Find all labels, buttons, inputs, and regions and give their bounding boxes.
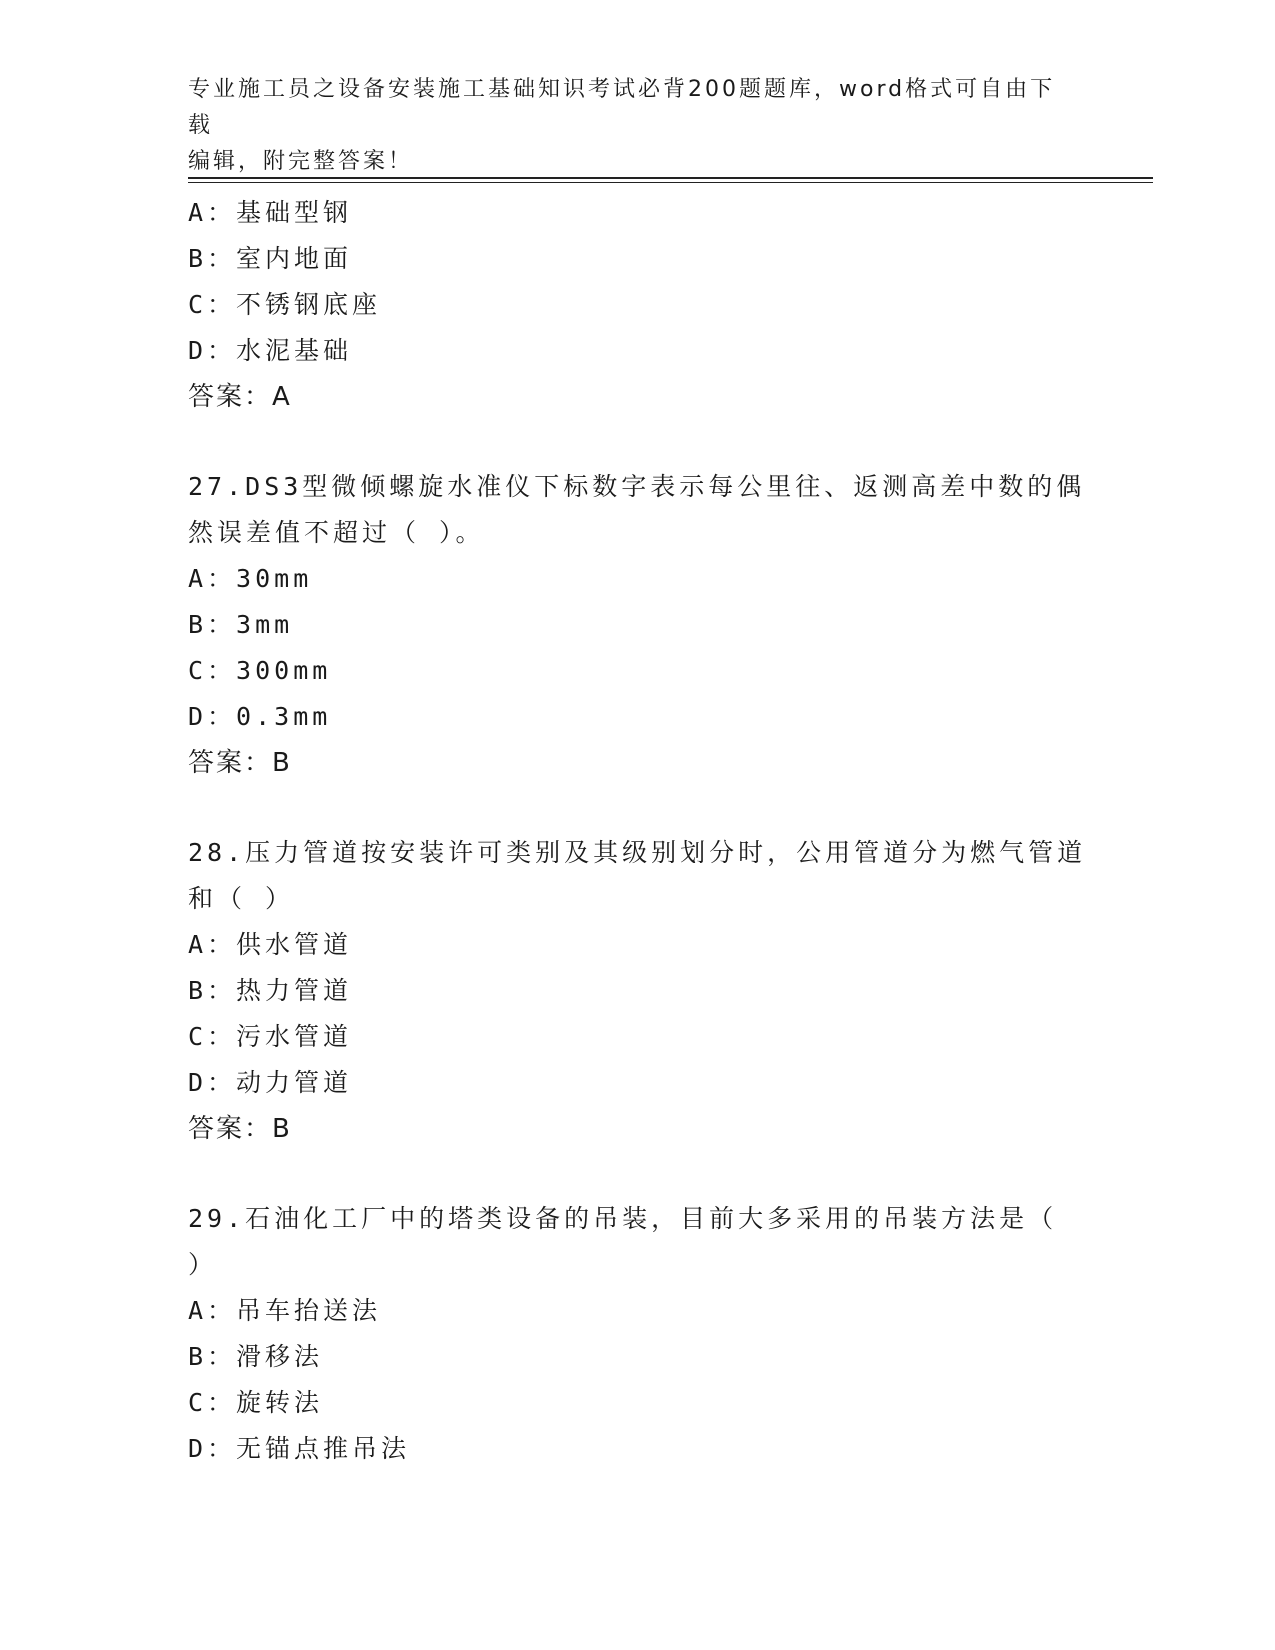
option-c: C：300mm [188, 656, 332, 685]
question-stem-line-1: 28.压力管道按安装许可类别及其级别划分时，公用管道分为燃气管道 [188, 838, 1087, 867]
option-a: A：基础型钢 [188, 198, 353, 227]
option-c: C：污水管道 [188, 1022, 353, 1051]
spacer [188, 420, 1088, 464]
option-d: D：无锚点推吊法 [188, 1434, 411, 1463]
header-line-1: 专业施工员之设备安装施工基础知识考试必背200题题库，word格式可自由下载 [188, 77, 1056, 138]
option-b: B：3mm [188, 610, 294, 639]
option-d: D：动力管道 [188, 1068, 353, 1097]
answer: 答案：B [188, 748, 292, 778]
document-header [188, 72, 1068, 180]
option-b: B：室内地面 [188, 244, 353, 273]
option-d: D：0.3mm [188, 702, 332, 731]
question-stem-line-1: 27.DS3型微倾螺旋水准仪下标数字表示每公里往、返测高差中数的偶 [188, 472, 1086, 501]
option-a: A：吊车抬送法 [188, 1296, 382, 1325]
option-d: D：水泥基础 [188, 336, 353, 365]
header-rule-thin [188, 182, 1153, 183]
option-c: C：不锈钢底座 [188, 290, 382, 319]
spacer [188, 1152, 1088, 1196]
answer: 答案：A [188, 382, 292, 412]
option-a: A：供水管道 [188, 930, 353, 959]
question-27-block [188, 464, 1088, 786]
spacer [188, 786, 1088, 830]
question-list [188, 190, 1088, 1472]
question-stem-line-2: ） [188, 1250, 218, 1279]
question-stem-line-2: 和（ ） [188, 884, 295, 913]
question-28-block [188, 830, 1088, 1152]
header-rule-thick [188, 177, 1153, 179]
header-line-2: 编辑，附完整答案！ [188, 149, 414, 174]
question-stem-line-2: 然误差值不超过（ ）。 [188, 518, 485, 547]
option-c: C：旋转法 [188, 1388, 324, 1417]
question-29-block [188, 1196, 1088, 1472]
answer: 答案：B [188, 1114, 292, 1144]
option-b: B：滑移法 [188, 1342, 324, 1371]
option-b: B：热力管道 [188, 976, 353, 1005]
question-26-block [188, 190, 1088, 420]
option-a: A：30mm [188, 564, 313, 593]
question-stem-line-1: 29.石油化工厂中的塔类设备的吊装，目前大多采用的吊装方法是（ [188, 1204, 1058, 1233]
